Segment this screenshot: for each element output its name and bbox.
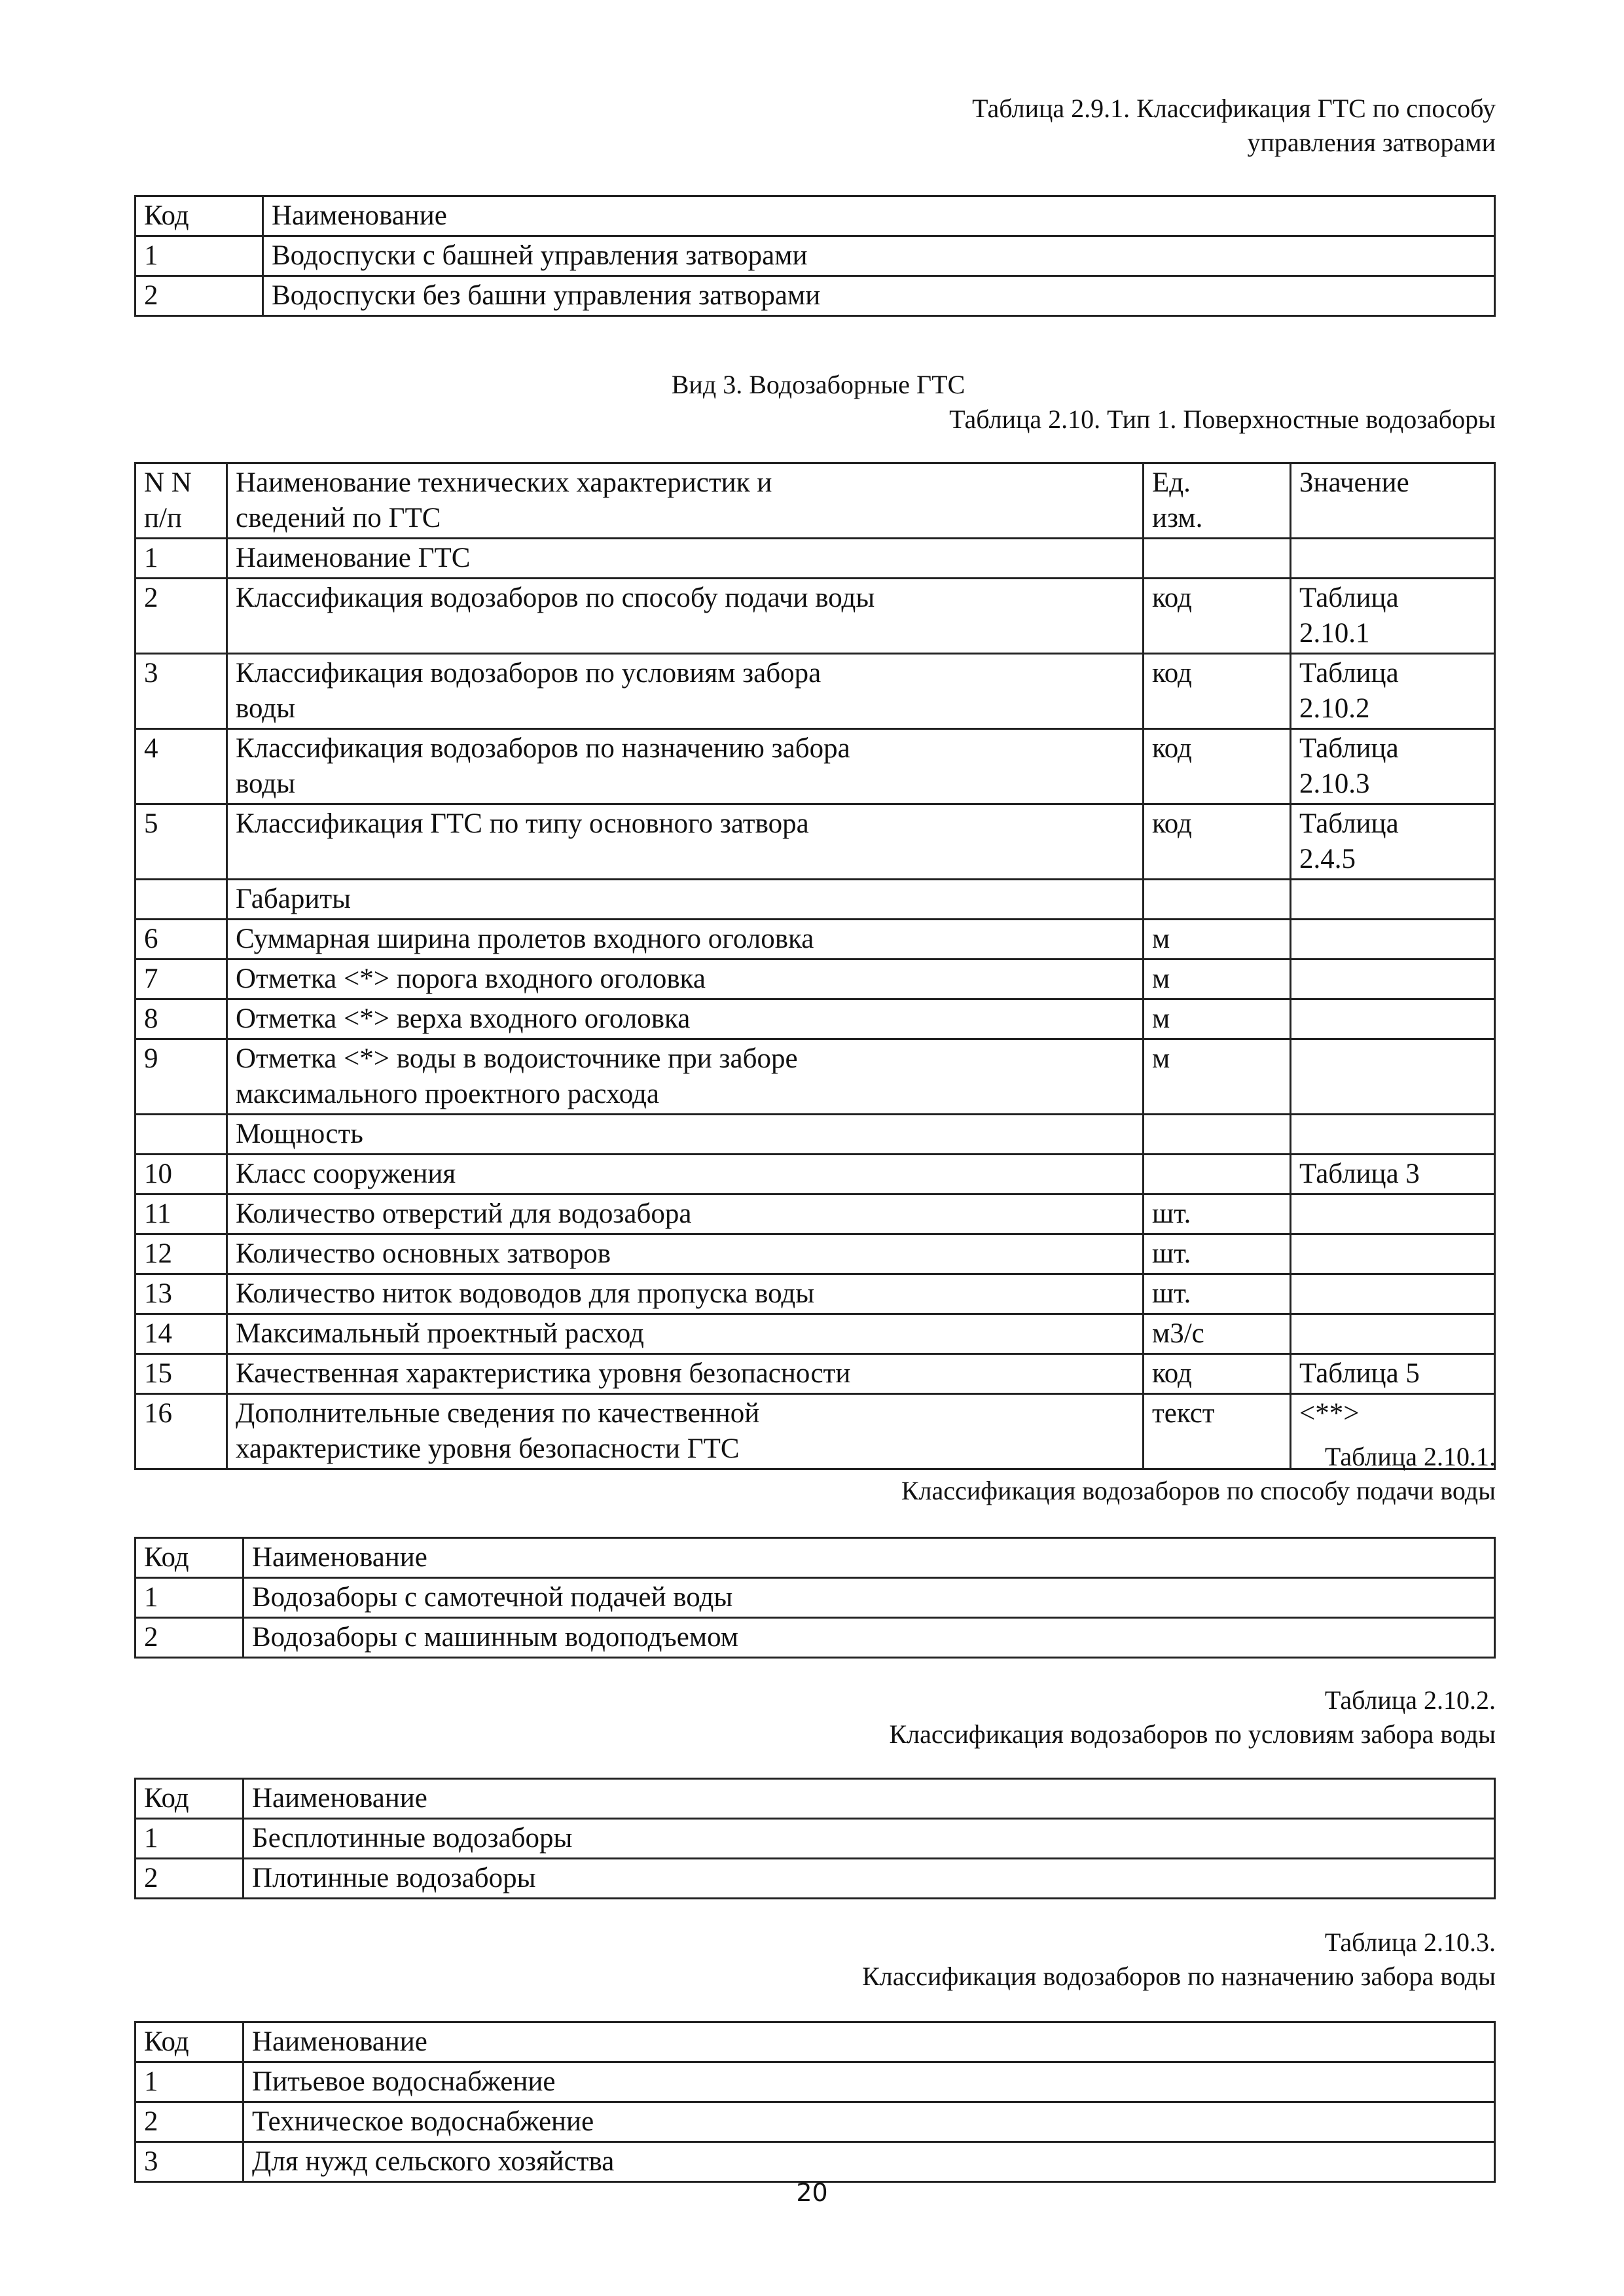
row-value-line: 2.4.5 — [1299, 844, 1356, 874]
row-value-line: 2.10.2 — [1299, 693, 1370, 724]
row-unit-line: код — [1152, 733, 1192, 764]
row-value-line: Таблица — [1299, 733, 1399, 764]
row-unit — [1144, 880, 1291, 920]
row-name-line: Максимальный проектный расход — [236, 1318, 644, 1349]
row-name — [227, 960, 1144, 999]
row-num-line: 5 — [144, 808, 158, 839]
row-num — [135, 960, 227, 999]
row-value — [1291, 1155, 1495, 1194]
row-name-line: Мощность — [236, 1119, 363, 1149]
header-code: Код — [135, 196, 263, 236]
row-unit-line: м — [1152, 963, 1170, 994]
row-num — [135, 1155, 227, 1194]
table-row — [135, 920, 1495, 960]
row-name-line: максимального проектного расхода — [236, 1079, 659, 1109]
row-value — [1291, 1234, 1495, 1274]
table-row — [135, 1115, 1495, 1155]
row-unit — [1144, 1274, 1291, 1314]
row-num-line: 13 — [144, 1278, 172, 1309]
table-row — [135, 729, 1495, 804]
row-value — [1291, 1115, 1495, 1155]
table-row — [135, 1194, 1495, 1234]
table-row — [135, 1234, 1495, 1274]
row-num-line: 16 — [144, 1398, 172, 1429]
row-unit — [1144, 999, 1291, 1039]
table-header-row — [135, 2022, 1495, 2062]
row-num-line: 15 — [144, 1358, 172, 1389]
row-num-line: 8 — [144, 1003, 158, 1034]
row-code: 2 — [135, 2102, 244, 2142]
row-value — [1291, 880, 1495, 920]
caption-line-2: Классификация водозаборов по назначению забора воды — [862, 1962, 1496, 1991]
header-name: Наименование — [244, 1538, 1495, 1578]
row-unit-line: шт. — [1152, 1198, 1191, 1229]
row-code: 1 — [135, 1578, 244, 1618]
table-row — [135, 2142, 1495, 2182]
row-num — [135, 1115, 227, 1155]
row-unit-line: м — [1152, 1003, 1170, 1034]
table-2-10-2 — [134, 1778, 1496, 1899]
row-unit — [1144, 539, 1291, 579]
row-unit — [1144, 1194, 1291, 1234]
row-unit — [1144, 804, 1291, 880]
row-unit-line — [1152, 1157, 1282, 1192]
row-value — [1291, 999, 1495, 1039]
row-name — [227, 1314, 1144, 1354]
table-2-10-1 — [134, 1537, 1496, 1659]
row-name — [227, 579, 1144, 654]
row-value — [1291, 1314, 1495, 1354]
row-value — [1291, 1354, 1495, 1394]
table-row — [135, 276, 1495, 316]
row-code: 1 — [135, 1819, 244, 1859]
table-row — [135, 1274, 1495, 1314]
table-header-row — [135, 196, 1495, 236]
row-value-line — [1299, 1041, 1486, 1077]
row-num-line: 11 — [144, 1198, 171, 1229]
row-name-line: Количество основных затворов — [236, 1238, 611, 1269]
row-num — [135, 539, 227, 579]
header-code: Код — [135, 1779, 244, 1819]
row-name-line: Суммарная ширина пролетов входного оголовка — [236, 924, 814, 954]
table-row — [135, 236, 1495, 276]
header-num: N N п/п — [135, 463, 227, 539]
row-name-line: Количество ниток водоводов для пропуска воды — [236, 1278, 815, 1309]
row-unit — [1144, 1234, 1291, 1274]
row-num-line: 1 — [144, 543, 158, 573]
row-value-line — [1299, 1236, 1486, 1272]
row-value-line — [1299, 541, 1486, 576]
caption-line-1: Таблица 2.9.1. Классификация ГТС по способу — [972, 94, 1496, 123]
row-num — [135, 1274, 227, 1314]
row-num — [135, 1234, 227, 1274]
row-name — [227, 804, 1144, 880]
header-name: Наименование — [244, 1779, 1495, 1819]
row-value-line — [1299, 961, 1486, 997]
row-name: Плотинные водозаборы — [244, 1859, 1495, 1899]
row-unit — [1144, 1314, 1291, 1354]
row-unit — [1144, 920, 1291, 960]
row-unit — [1144, 729, 1291, 804]
row-unit — [1144, 960, 1291, 999]
row-num-line: 3 — [144, 658, 158, 689]
row-unit — [1144, 654, 1291, 729]
row-value-line: Таблица — [1299, 808, 1399, 839]
row-name — [227, 880, 1144, 920]
row-unit-line: м — [1152, 924, 1170, 954]
row-unit-line: м — [1152, 1043, 1170, 1074]
row-name-line: воды — [236, 768, 296, 799]
row-num — [135, 1194, 227, 1234]
row-value-line — [1299, 1196, 1486, 1232]
row-unit-line: код — [1152, 583, 1192, 613]
row-value — [1291, 1039, 1495, 1115]
table-row — [135, 579, 1495, 654]
row-code: 3 — [135, 2142, 244, 2182]
row-unit-line: шт. — [1152, 1278, 1191, 1309]
row-num — [135, 920, 227, 960]
row-num-line: 6 — [144, 924, 158, 954]
row-num-line: 9 — [144, 1043, 158, 1074]
row-name-line: Классификация водозаборов по условиям забора — [236, 658, 821, 689]
row-num-line — [144, 1117, 218, 1152]
header-name: Наименование — [244, 2022, 1495, 2062]
header-unit: Ед. изм. — [1144, 463, 1291, 539]
row-name — [227, 1039, 1144, 1115]
table-row — [135, 880, 1495, 920]
row-value-line — [1299, 922, 1486, 957]
table-header-row — [135, 1538, 1495, 1578]
table-2-10 — [134, 462, 1496, 1470]
row-value-line: Таблица 3 — [1299, 1158, 1420, 1189]
row-name — [227, 1155, 1144, 1194]
row-name-line: Классификация водозаборов по способу подачи воды — [236, 583, 875, 613]
row-value — [1291, 1194, 1495, 1234]
table-row — [135, 2102, 1495, 2142]
table-row — [135, 1314, 1495, 1354]
table-2-10-3-caption — [720, 1926, 1496, 1994]
row-unit — [1144, 1039, 1291, 1115]
table-row — [135, 539, 1495, 579]
row-num-line: 12 — [144, 1238, 172, 1269]
table-row — [135, 804, 1495, 880]
row-unit-line: текст — [1152, 1398, 1215, 1429]
row-name-line: характеристике уровня безопасности ГТС — [236, 1433, 740, 1464]
table-header-row — [135, 463, 1495, 539]
row-name — [227, 920, 1144, 960]
row-name — [227, 539, 1144, 579]
row-value — [1291, 579, 1495, 654]
row-value-line — [1299, 1001, 1486, 1037]
row-unit — [1144, 1115, 1291, 1155]
row-num — [135, 654, 227, 729]
row-code: 2 — [135, 276, 263, 316]
row-num — [135, 999, 227, 1039]
row-unit-line: м3/с — [1152, 1318, 1204, 1349]
row-value-line — [1299, 1276, 1486, 1312]
row-name: Водозаборы с машинным водоподъемом — [244, 1618, 1495, 1658]
row-name — [227, 999, 1144, 1039]
row-unit-line: шт. — [1152, 1238, 1191, 1269]
table-row — [135, 1354, 1495, 1394]
row-value-line: Таблица — [1299, 583, 1399, 613]
row-num — [135, 804, 227, 880]
table-row — [135, 1819, 1495, 1859]
row-name-line: Качественная характеристика уровня безопасности — [236, 1358, 851, 1389]
row-value — [1291, 539, 1495, 579]
row-name: Питьевое водоснабжение — [244, 2062, 1495, 2102]
row-name: Техническое водоснабжение — [244, 2102, 1495, 2142]
row-name — [227, 1194, 1144, 1234]
row-code: 2 — [135, 1859, 244, 1899]
table-header-row — [135, 1779, 1495, 1819]
row-num-line: 14 — [144, 1318, 172, 1349]
row-name-line: Габариты — [236, 884, 352, 914]
header-name: Наименование технических характеристик и сведений по ГТС — [227, 463, 1144, 539]
row-code: 1 — [135, 2062, 244, 2102]
row-value-line: Таблица — [1299, 658, 1399, 689]
table-2-9-1-caption — [785, 92, 1496, 160]
row-name — [227, 1354, 1144, 1394]
row-num-line: 2 — [144, 583, 158, 613]
row-name-line: Классификация ГТС по типу основного затвора — [236, 808, 809, 839]
caption-line-2: Классификация водозаборов по способу подачи воды — [901, 1476, 1496, 1505]
row-unit-line: код — [1152, 1358, 1192, 1389]
row-name — [227, 1274, 1144, 1314]
header-code: Код — [135, 2022, 244, 2062]
header-code: Код — [135, 1538, 244, 1578]
row-name: Для нужд сельского хозяйства — [244, 2142, 1495, 2182]
row-value — [1291, 804, 1495, 880]
row-value-line: <**> — [1299, 1398, 1360, 1429]
row-name-line: Наименование ГТС — [236, 543, 471, 573]
row-unit — [1144, 1155, 1291, 1194]
row-code: 1 — [135, 236, 263, 276]
row-unit — [1144, 1354, 1291, 1394]
table-2-10-caption: Таблица 2.10. Тип 1. Поверхностные водозаборы — [949, 404, 1496, 434]
caption-line-2: управления затворами — [1247, 128, 1496, 157]
table-2-10-2-caption — [720, 1683, 1496, 1751]
row-unit-line — [1152, 541, 1282, 576]
caption-line-1: Таблица 2.10.1. — [1324, 1442, 1496, 1471]
row-value — [1291, 1274, 1495, 1314]
row-unit-line — [1152, 882, 1282, 917]
row-value-line — [1299, 1117, 1486, 1152]
row-num — [135, 1314, 227, 1354]
row-unit-line: код — [1152, 658, 1192, 689]
row-name — [227, 729, 1144, 804]
row-value-line: Таблица 5 — [1299, 1358, 1420, 1389]
table-2-9-1 — [134, 195, 1496, 317]
row-unit — [1144, 579, 1291, 654]
row-num — [135, 579, 227, 654]
table-2-10-1-caption — [720, 1440, 1496, 1508]
row-value — [1291, 960, 1495, 999]
row-name: Водоспуски без башни управления затворами — [263, 276, 1495, 316]
row-num — [135, 1039, 227, 1115]
row-name-line: Отметка <*> воды в водоисточнике при заборе — [236, 1043, 798, 1074]
row-num — [135, 1394, 227, 1469]
row-value-line — [1299, 1316, 1486, 1352]
row-name-line: Количество отверстий для водозабора — [236, 1198, 692, 1229]
table-row — [135, 999, 1495, 1039]
row-name-line: воды — [236, 693, 296, 724]
section-title: Вид 3. Водозаборные ГТС — [671, 370, 965, 399]
row-name-line: Отметка <*> верха входного оголовка — [236, 1003, 691, 1034]
row-num-line: 7 — [144, 963, 158, 994]
row-value — [1291, 920, 1495, 960]
table-row — [135, 960, 1495, 999]
row-name: Бесплотинные водозаборы — [244, 1819, 1495, 1859]
row-code: 2 — [135, 1618, 244, 1658]
row-num-line — [144, 882, 218, 917]
row-value — [1291, 654, 1495, 729]
row-num — [135, 729, 227, 804]
row-num — [135, 880, 227, 920]
row-name — [227, 1234, 1144, 1274]
table-row — [135, 1859, 1495, 1899]
row-value — [1291, 729, 1495, 804]
row-name — [227, 1115, 1144, 1155]
row-value-line: 2.10.1 — [1299, 618, 1370, 649]
table-row — [135, 1578, 1495, 1618]
header-value: Значение — [1291, 463, 1495, 539]
row-num-line: 4 — [144, 733, 158, 764]
page-number: 20 — [796, 2178, 828, 2207]
table-row — [135, 1155, 1495, 1194]
row-name-line: Отметка <*> порога входного оголовка — [236, 963, 706, 994]
row-name-line: Дополнительные сведения по качественной — [236, 1398, 760, 1429]
caption-line-2: Классификация водозаборов по условиям забора воды — [889, 1719, 1496, 1749]
table-row — [135, 1618, 1495, 1658]
table-row — [135, 1039, 1495, 1115]
row-unit-line — [1152, 1117, 1282, 1152]
caption-line-1: Таблица 2.10.3. — [1324, 1928, 1496, 1957]
row-name — [227, 654, 1144, 729]
table-2-10-3 — [134, 2021, 1496, 2183]
row-unit-line: код — [1152, 808, 1192, 839]
row-name: Водоспуски с башней управления затворами — [263, 236, 1495, 276]
row-name-line: Класс сооружения — [236, 1158, 456, 1189]
row-value-line — [1299, 882, 1486, 917]
table-row — [135, 2062, 1495, 2102]
row-value-line: 2.10.3 — [1299, 768, 1370, 799]
table-row — [135, 654, 1495, 729]
caption-line-1: Таблица 2.10.2. — [1324, 1685, 1496, 1715]
header-name: Наименование — [263, 196, 1495, 236]
row-num — [135, 1354, 227, 1394]
row-name-line: Классификация водозаборов по назначению забора — [236, 733, 850, 764]
row-num-line: 10 — [144, 1158, 172, 1189]
row-name: Водозаборы с самотечной подачей воды — [244, 1578, 1495, 1618]
